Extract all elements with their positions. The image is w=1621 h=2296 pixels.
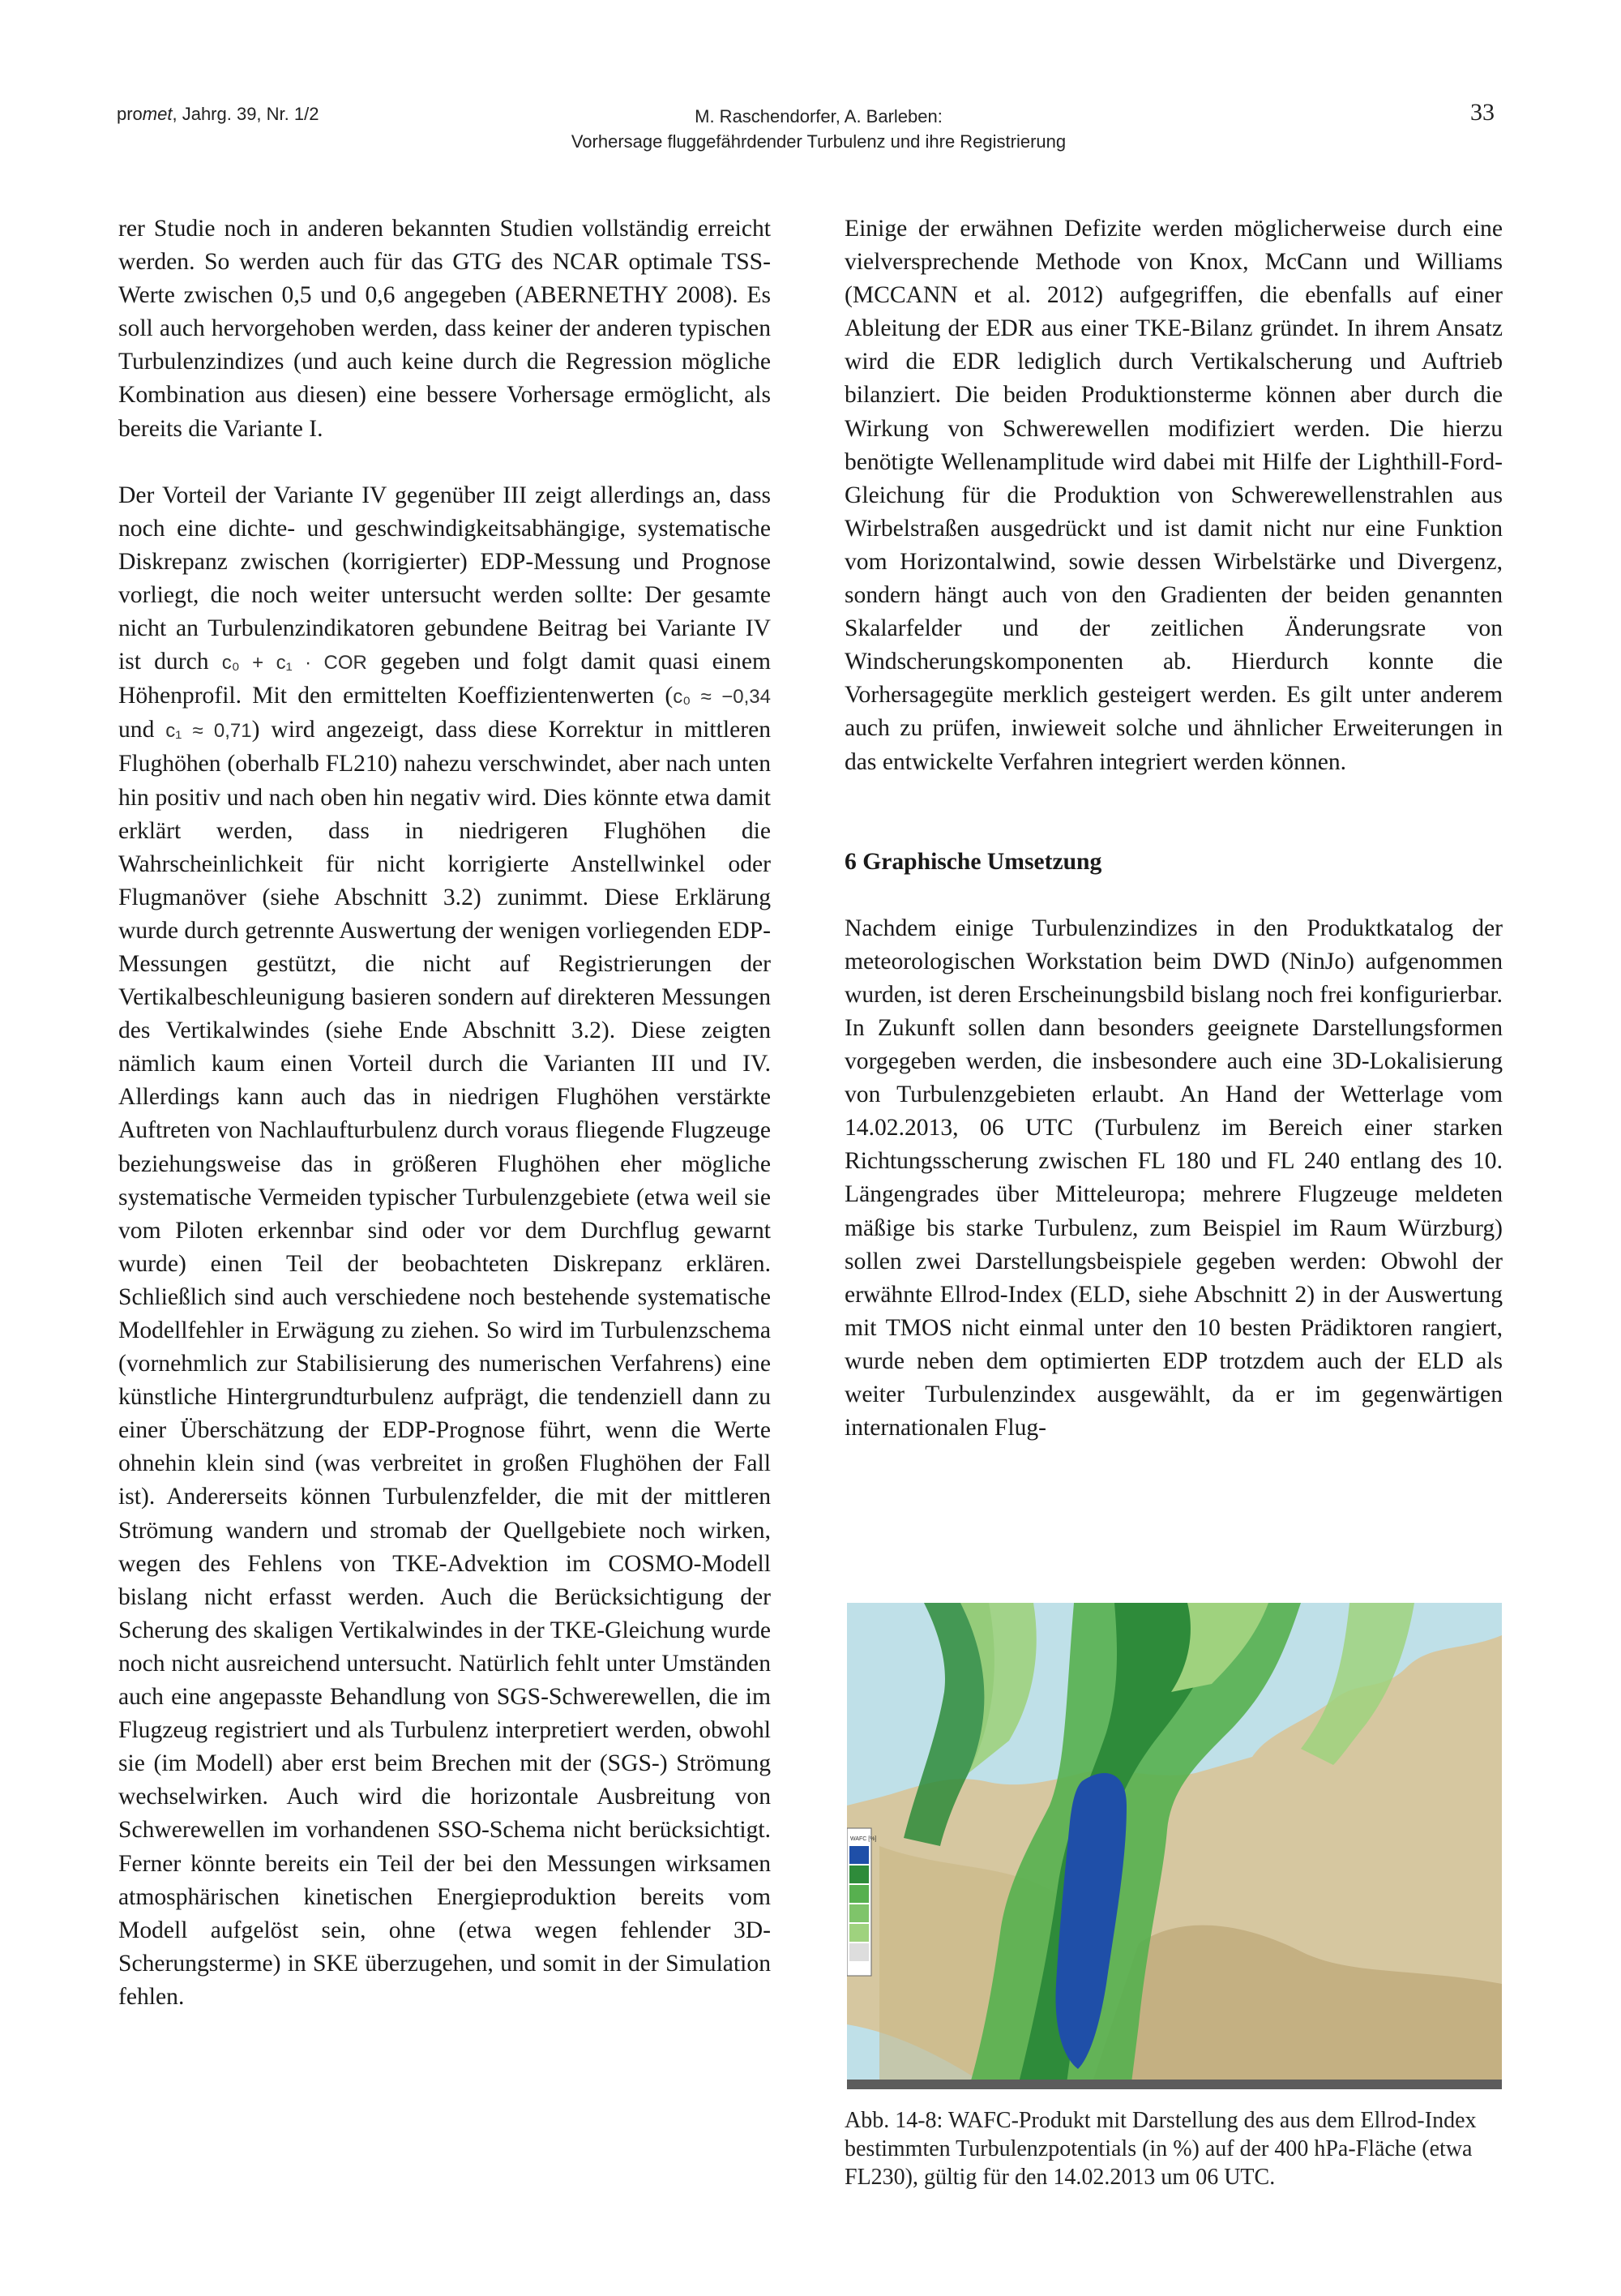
right-column — [845, 212, 1503, 1445]
paragraph: rer Studie noch in anderen bekannten Studien vollständig erreicht werden. So werden auch für das GTG des NCAR optimale TSS-Werte zwischen 0,5 und 0,6 angegeben (ABERNETHY 2008). Es soll auch hervorgehoben werden, dass keiner der anderen typischen Turbulenzindizes (und auch keine durch die Regression mögliche Kombination aus diesen) eine bessere Vorhersage ermöglicht, als bereits die Variante I. — [118, 216, 771, 442]
map-status-bar — [847, 2080, 1502, 2089]
formula: c₀ + c₁ · COR — [221, 652, 367, 675]
legend-swatch — [849, 1924, 869, 1942]
header-title: Vorhersage fluggefährdender Turbulenz und ihre Registrierung — [571, 131, 1067, 152]
wafc-map — [847, 1603, 1502, 2089]
header-authors: M. Raschendorfer, A. Barleben: — [695, 106, 943, 126]
paragraph: Der Vorteil der Variante IV gegenüber III zeigt allerdings an, dass noch eine dichte- und geschwindigkeitsabhängige, systematische Diskrepanz zwischen (korrigierter) EDP-Messung und Prognose vorliegt, die noch weiter untersucht werden sollte: Der gesamte nicht an Turbulenzindikatoren gebundene Beitrag bei Variante IV ist durch c₀ + c₁ · COR gegeben und folgt damit quasi einem Höhenprofil. Mit den ermittelten Koeffizientenwerten (c₀ ≈ −0,34 und c₁ ≈ 0,71) wird angezeigt, dass diese Korrektur in mittleren Flughöhen (oberhalb FL210) nahezu verschwindet, aber nach unten hin positiv und nach oben hin negativ wird. Dies könnte etwa damit erklärt werden, dass in niedrigeren Flughöhen die Wahrscheinlichkeit für nicht korrigierte Anstellwinkel oder Flugmanöver (siehe Abschnitt 3.2) zunimmt. Diese Erklärung wurde durch getrennte Auswertung der wenigen vorliegenden EDP-Messungen gestützt, die nicht auf Registrierungen der Vertikalbeschleunigung basieren sondern auf direkteren Messungen des Vertikalwindes (siehe Ende Abschnitt 3.2). Diese zeigten nämlich kaum einen Vorteil durch die Varianten III und IV. Allerdings kann auch das in niedrigen Flughöhen verstärkte Auftreten von Nachlaufturbulenz durch voraus fliegende Flugzeuge beziehungsweise das in größeren Flughöhen eher mögliche systematische Vermeiden typischer Turbulenzgebiete (etwa weil sie vom Piloten erkennbar sind oder vor dem Durchflug gewarnt wurde) einen Teil der beobachteten Diskrepanz erklären. Schließlich sind auch verschiedene noch bestehende systematische Modellfehler in Erwägung zu ziehen. So wird im Turbulenzschema (vornehmlich zur Stabilisierung des numerischen Verfahrens) eine künstliche Hintergrundturbulenz aufprägt, die tendenziell dann zu einer Überschätzung der EDP-Prognose führt, wenn die Werte ohnehin klein sind (was verbreitet in großen Flughöhen der Fall ist). Andererseits können Turbulenzfelder, die mit der mittleren Strömung wandern und stromab der Quellgebiete noch wirken, wegen des Fehlens von TKE-Advektion im COSMO-Modell bislang nicht erfasst werden. Auch die Berücksichtigung der Scherung des skaligen Vertikalwindes in der TKE-Gleichung wurde noch nicht ausreichend untersucht. Natürlich fehlt unter Umständen auch eine angepasste Behandlung von SGS-Schwerewellen, die im Flugzeug registriert und als Turbulenz interpretiert werden, obwohl sie (im Modell) aber erst beim Brechen mit der (SGS-) Strömung wechselwirken. Auch wird die horizontale Ausbreitung von Schwerewellen im vorhandenen SSO-Schema nicht berücksichtigt. Ferner könnte bereits ein Teil der bei den Messungen wirksamen atmosphärischen kinetischen Energieproduktion bereits vom Modell aufgelöst sein, ohne (etwa wegen fehlender 3D-Scherungsterme) in SKE überzugehen, und somit in der Simulation fehlen. — [118, 482, 771, 2010]
formula: c₀ ≈ −0,34 — [673, 686, 771, 709]
paragraph: Einige der erwähnen Defizite werden möglicherweise durch eine vielversprechende Methode von Knox, McCann und Williams (MCCANN et al. 2012) aufgegriffen, die ebenfalls auf einer Ableitung der EDR aus einer TKE-Bilanz gründet. In ihrem Ansatz wird die EDR lediglich durch Vertikalscherung und Auftrieb bilanziert. Die beiden Produktionsterme können aber durch die Wirkung von Schwerewellen modifiziert werden. Die hierzu benötigte Wellenamplitude wird dabei mit Hilfe der Lighthill-Ford-Gleichung für die Produktion von Schwerewellenstrahlen aus Wirbelstraßen ausgedrückt und ist damit nicht nur eine Funktion vom Horizontalwind, sowie dessen Wirbelstärke und Divergenz, sondern hängt auch von den Gradienten der beiden genannten Skalarfelder und der zeitlichen Änderungsrate von Windscherungskomponenten ab. Hierdurch konnte die Vorhersagegüte merklich gesteigert werden. Es gilt unter anderem auch zu prüfen, inwieweit solche und ähnlicher Erweiterungen in das entwickelte Verfahren integriert werden können. — [845, 216, 1503, 775]
figure-caption: Abb. 14-8: WAFC-Produkt mit Darstellung des aus dem Ellrod-Index bestimmten Turbulenzpotentials (in %) auf der 400 hPa-Fläche (etwa FL230), gültig für den 14.02.2013 um 06 UTC. — [845, 2108, 1477, 2190]
running-header — [454, 104, 1183, 154]
formula: c₁ ≈ 0,71 — [165, 720, 252, 743]
section-heading: 6 Graphische Umsetzung — [845, 848, 1102, 875]
legend-swatch — [849, 1885, 869, 1903]
legend-swatch — [849, 1866, 869, 1883]
journal-header: promet, Jahrg. 39, Nr. 1/2 — [117, 104, 319, 124]
legend-title: WAFC [%] — [850, 1836, 877, 1842]
legend-swatch — [849, 1943, 869, 1961]
legend-swatch — [849, 1904, 869, 1922]
left-column — [118, 212, 771, 2014]
legend-swatch — [849, 1846, 869, 1864]
paragraph: Nachdem einige Turbulenzindizes in den Produktkatalog der meteorologischen Workstation beim DWD (NinJo) aufgenommen wurden, ist deren Erscheinungsbild bislang noch frei konfigurierbar. In Zukunft sollen dann besonders geeignete Darstellungsformen vorgegeben werden, die insbesondere auch eine 3D-Lokalisierung von Turbulenzgebieten erlaubt. An Hand der Wetterlage vom 14.02.2013, 06 UTC (Turbulenz im Bereich einer starken Richtungsscherung zwischen FL 180 und FL 240 entlang des 10. Längengrades über Mitteleuropa; mehrere Flugzeuge meldeten mäßige bis starke Turbulenz, zum Beispiel im Raum Würzburg) sollen zwei Darstellungsbeispiele gegeben werden: Obwohl der erwähnte Ellrod-Index (ELD, siehe Abschnitt 2) in der Auswertung mit TMOS nicht einmal unter den 10 besten Prädiktoren rangiert, wurde neben dem optimierten EDP trotzdem auch der ELD als weiter Turbulenzindex ausgewählt, da er im gegenwärtigen internationalen Flug- — [845, 915, 1503, 1441]
wafc-map-figure — [847, 1603, 1502, 2089]
page-number: 33 — [1470, 99, 1495, 126]
